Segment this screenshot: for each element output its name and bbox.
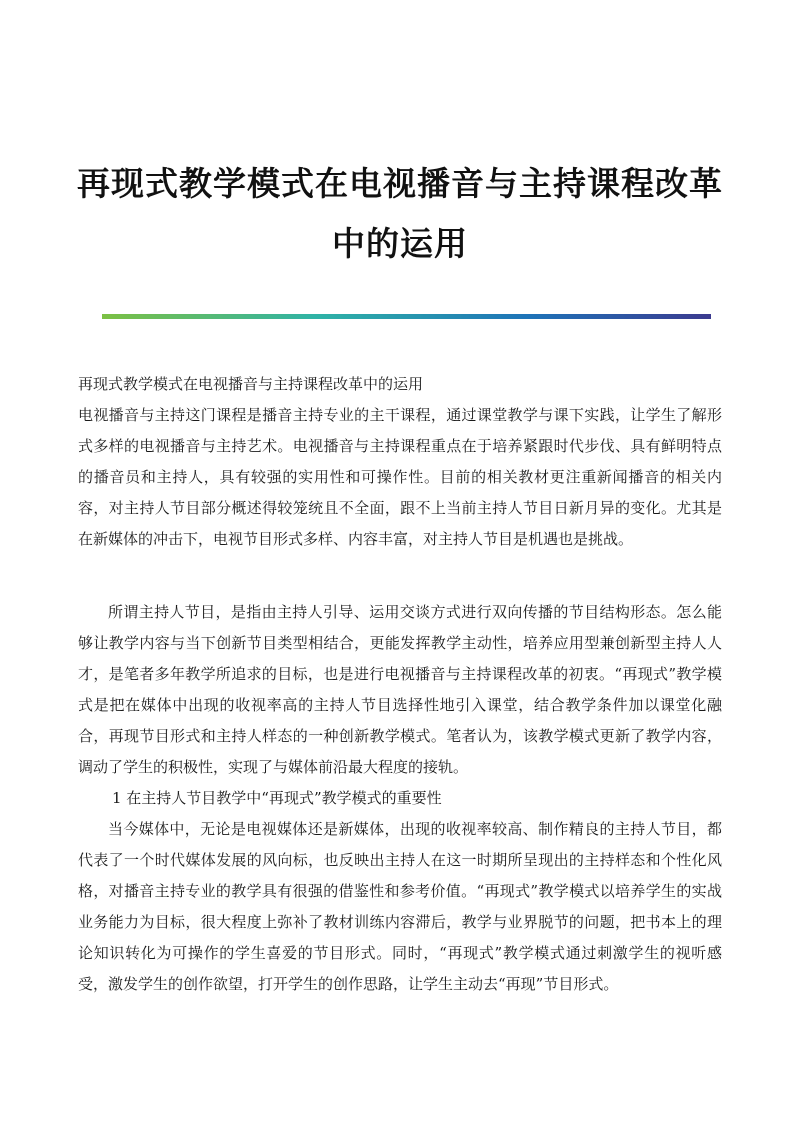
section-heading-1: 1 在主持人节目教学中“再现式”教学模式的重要性 (112, 789, 442, 807)
paragraph-1: 电视播音与主持这门课程是播音主持专业的主干课程，通过课堂教学与课下实践，让学生了解形式多样的电视播音与主持艺术。电视播音与主持课程重点在于培养紧跟时代步伐、具有鲜明特点的播音员和主持人，具有较强的实用性和可操作性。目前的相关教材更注重新闻播音的相关内容，对主持人节目部分概述得较笼统且不全面，跟不上当前主持人节目日新月异的变化。尤其是在新媒体的冲击下，电视节目形式多样、内容丰富，对主持人节目是机遇也是挑战。 (78, 406, 722, 548)
paragraph-3: 当今媒体中，无论是电视媒体还是新媒体，出现的收视率较高、制作精良的主持人节目，都代表了一个时代媒体发展的风向标，也反映出主持人在这一时期所呈现出的主持样态和个性化风格，对播音主持专业的教学具有很强的借鉴性和参考价值。“再现式”教学模式以培养学生的实战业务能力为目标，很大程度上弥补了教材训练内容滞后，教学与业界脱节的问题，把书本上的理论知识转化为可操作的学生喜爱的节目形式。同时，“再现式”教学模式通过刺激学生的视听感受，激发学生的创作欲望，打开学生的创作思路，让学生主动去“再现”节目形式。 (78, 820, 722, 993)
paragraph-2: 所谓主持人节目，是指由主持人引导、运用交谈方式进行双向传播的节目结构形态。怎么能够让教学内容与当下创新节目类型相结合，更能发挥教学主动性，培养应用型兼创新型主持人人才，是笔者多年教学所追求的目标，也是进行电视播音与主持课程改革的初衷。“再现式”教学模式是把在媒体中出现的收视率高的主持人节目选择性地引入课堂，结合教学条件加以课堂化融合，再现节目形式和主持人样态的一种创新教学模式。笔者认为，该教学模式更新了教学内容，调动了学生的积极性，实现了与媒体前沿最大程度的接轨。 (78, 603, 722, 776)
title-divider (102, 314, 711, 319)
document-subtitle: 再现式教学模式在电视播音与主持课程改革中的运用 (78, 375, 424, 393)
document-title-line-2: 中的运用 (332, 224, 468, 263)
document-title-line-1: 再现式教学模式在电视播音与主持课程改革 (77, 164, 723, 203)
